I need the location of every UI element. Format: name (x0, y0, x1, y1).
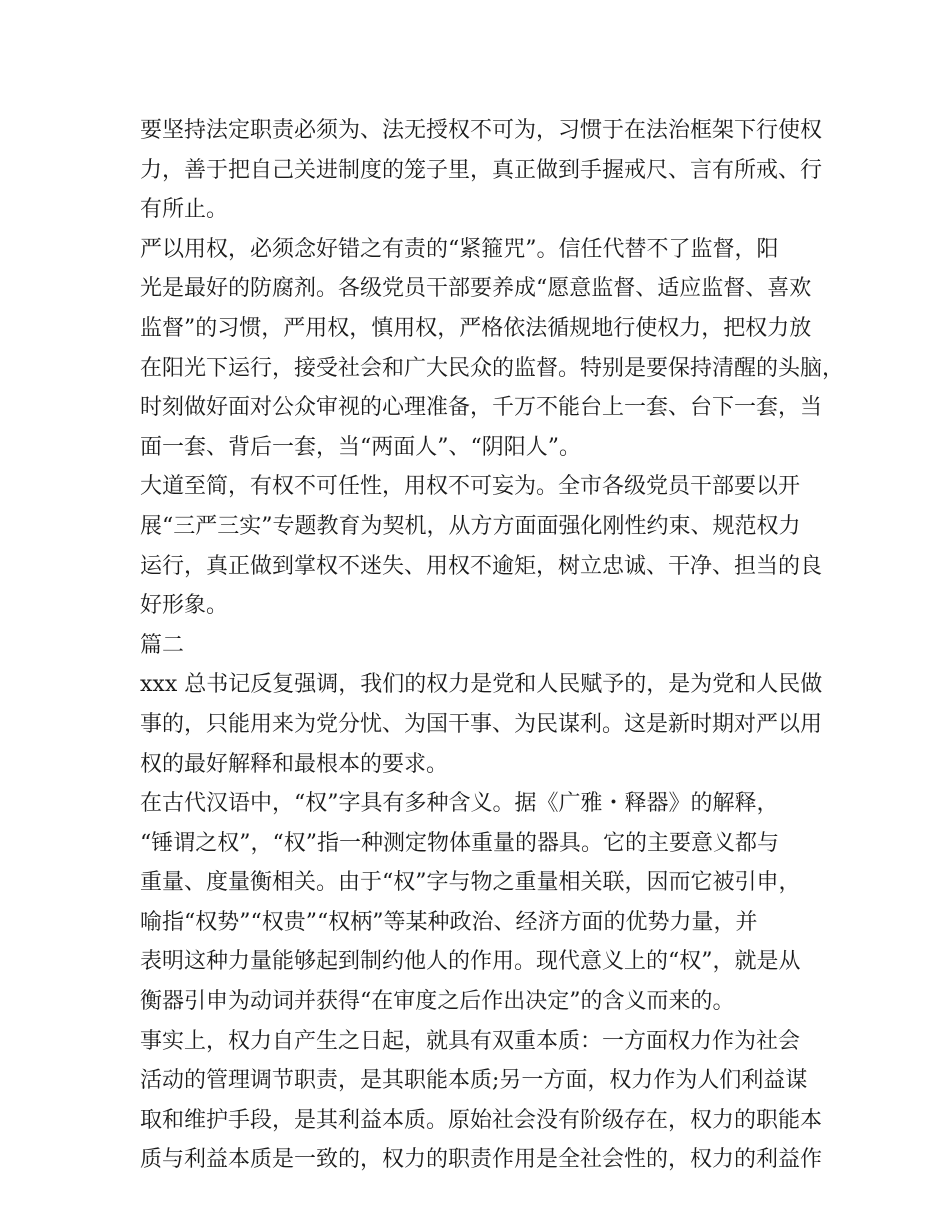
text-line: 质与利益本质是一致的，权力的职责作用是全社会性的，权力的利益作 (140, 1147, 823, 1173)
text-line: “锤谓之权”，“权”指一种测定物体重量的器具。它的主要意义都与 (140, 830, 779, 856)
text-line: 在阳光下运行，接受社会和广大民众的监督。特别是要保持清醒的头脑， (140, 355, 845, 381)
text-line: 运行，真正做到掌权不迷失、用权不逾矩，树立忠诚、干净、担当的良 (140, 553, 823, 579)
text-line: 展“三严三实”专题教育为契机，从方方面面强化刚性约束、规范权力 (140, 513, 801, 539)
text-line: 好形象。 (140, 593, 229, 619)
text-line: 严以用权，必须念好错之有责的“紧箍咒”。信任代替不了监督，阳 (140, 236, 779, 262)
text-line: xxx 总书记反复强调，我们的权力是党和人民赋予的，是为党和人民做 (140, 672, 823, 698)
text-line: 在古代汉语中，“权”字具有多种含义。据《广雅・释器》的解释， (140, 791, 779, 817)
text-line: 力，善于把自己关进制度的笼子里，真正做到手握戒尺、言有所戒、行 (140, 157, 823, 183)
text-line: 衡器引申为动词并获得“在审度之后作出决定”的含义而来的。 (140, 989, 735, 1015)
text-line: 事实上，权力自产生之日起，就具有双重本质：一方面权力作为社会 (140, 1028, 801, 1054)
text-line: 面一套、背后一套，当“两面人”、“阴阳人”。 (140, 434, 581, 460)
text-line: 活动的管理调节职责，是其职能本质;另一方面，权力作为人们利益谋 (140, 1068, 808, 1094)
text-line: 喻指“权势”“权贵”“权柄”等某种政治、经济方面的优势力量，并 (140, 909, 758, 935)
text-line: 重量、度量衡相关。由于“权”字与物之重量相关联，因而它被引申， (140, 870, 801, 896)
text-line: 大道至简，有权不可任性，用权不可妄为。全市各级党员干部要以开 (140, 474, 801, 500)
text-line: 监督”的习惯，严用权，慎用权，严格依法循规地行使权力，把权力放 (140, 315, 812, 341)
text-line: 取和维护手段，是其利益本质。原始社会没有阶级存在，权力的职能本 (140, 1107, 823, 1133)
text-line: 事的，只能用来为党分忧、为国干事、为民谋利。这是新时期对严以用 (140, 711, 823, 737)
text-line: 权的最好解释和最根本的要求。 (140, 751, 449, 777)
document-body (140, 111, 845, 1180)
text-line: 有所止。 (140, 197, 229, 223)
text-line: 表明这种力量能够起到制约他人的作用。现代意义上的“权”，就是从 (140, 949, 801, 975)
text-line: 时刻做好面对公众审视的心理准备，千万不能台上一套、台下一套，当 (140, 395, 823, 421)
text-line: 光是最好的防腐剂。各级党员干部要养成“愿意监督、适应监督、喜欢 (140, 276, 812, 302)
section-heading: 篇二 (140, 632, 185, 658)
text-line: 要坚持法定职责必须为、法无授权不可为，习惯于在法治框架下行使权 (140, 118, 823, 143)
